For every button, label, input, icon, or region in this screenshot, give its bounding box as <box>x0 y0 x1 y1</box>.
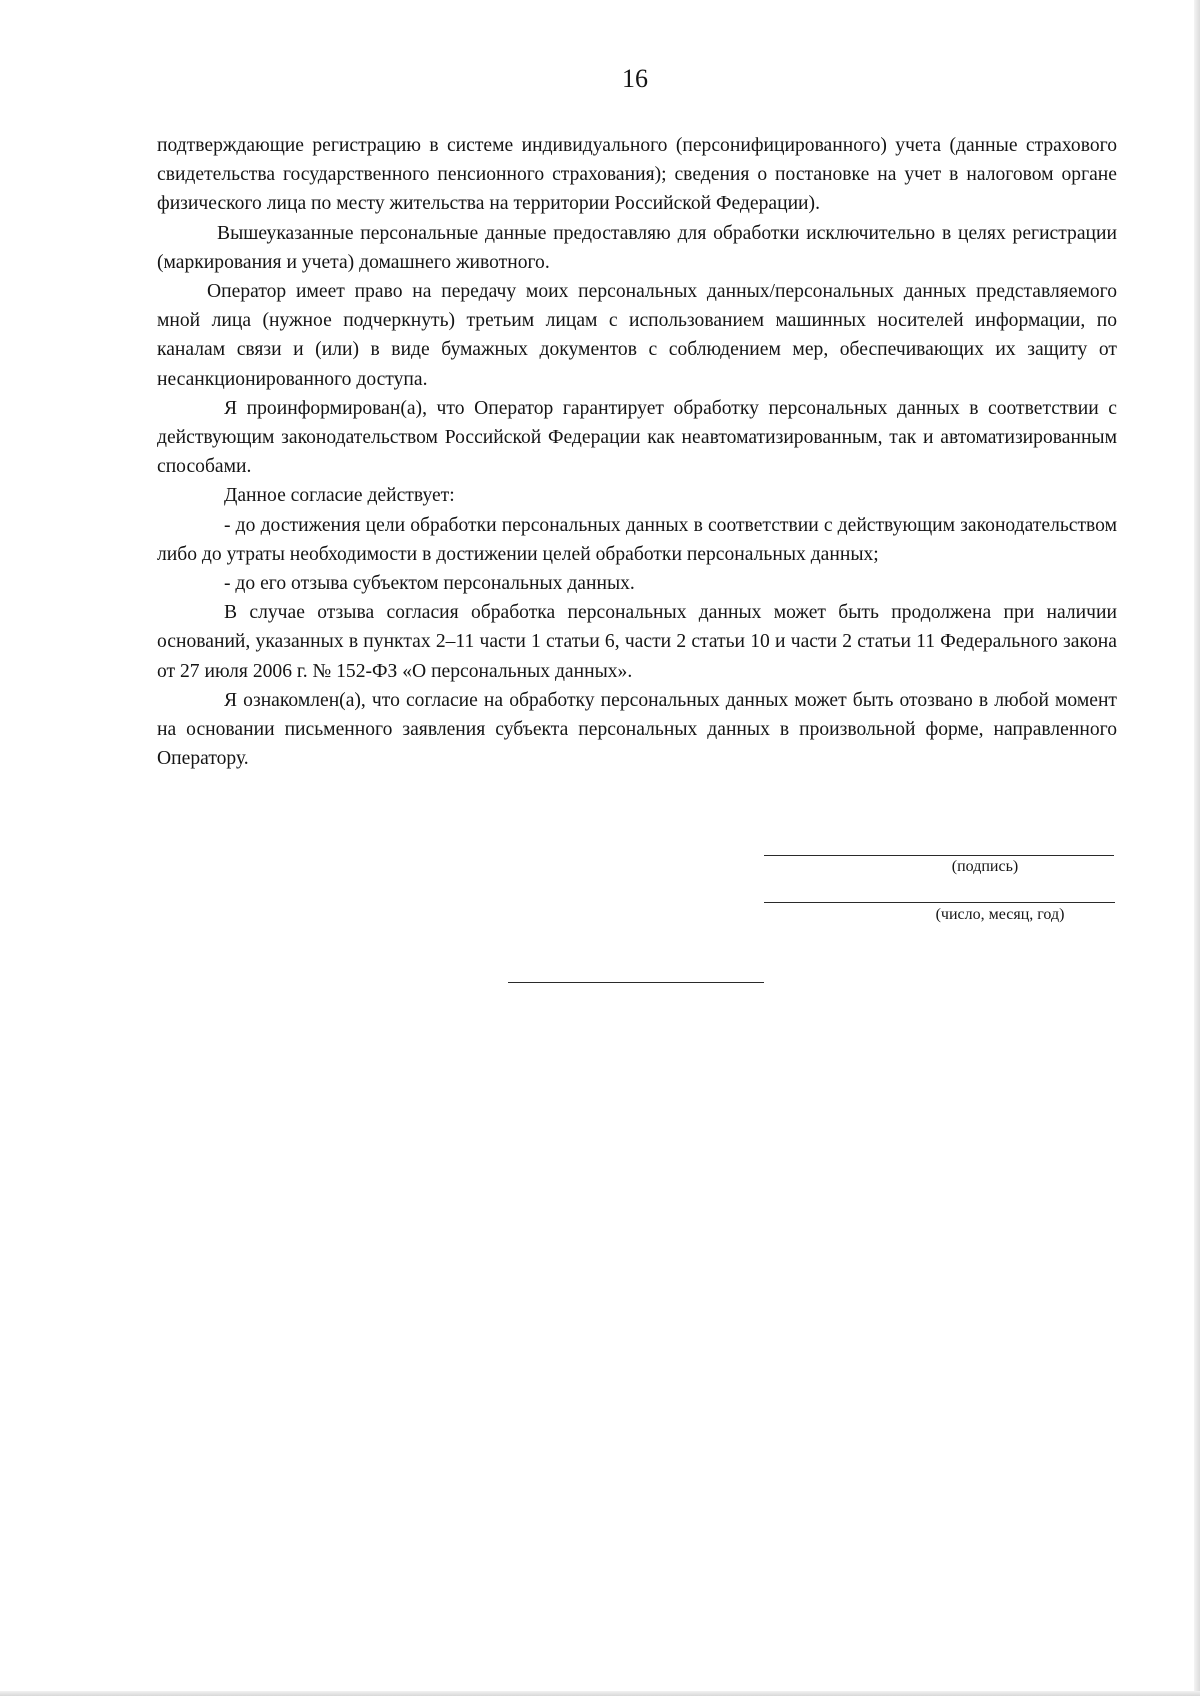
signature-caption: (подпись) <box>951 858 1019 875</box>
document-body <box>157 131 1117 773</box>
paragraph-withdrawal-continuation: В случае отзыва согласия обработка персональных данных может быть продолжена при наличии оснований, указанных в пунктах 2–11 части 1 статьи 6, части 2 статьи 10 и части 2 статьи 11 Федерального закона от 27 июля 2006 г. № 152-ФЗ «О персональных данных». <box>157 602 1117 682</box>
list-item-validity-goal: - до достижения цели обработки персональных данных в соответствии с действующим законодательством либо до утраты необходимости в достижении целей обработки персональных данных; <box>157 514 1117 565</box>
paragraph-transfer-rights: Оператор имеет право на передачу моих персональных данных/персональных данных представляемого мной лица (нужное подчеркнуть) третьим лицам с использованием машинных носителей информации, по каналам связи и (или) в виде бумажных документов с соблюдением мер, обеспечивающих их защиту от несанкционированного доступа. <box>157 281 1117 390</box>
closing-separator-line <box>508 982 764 983</box>
scan-edge-right <box>1194 0 1200 1696</box>
signature-line <box>764 855 1114 856</box>
scan-edge-bottom <box>0 1691 1200 1696</box>
paragraph-processing-guarantee: Я проинформирован(а), что Оператор гарантирует обработку персональных данных в соответствии с действующим законодательством Российской Федерации как неавтоматизированным, так и автоматизированным способами. <box>157 397 1117 478</box>
list-item-validity-withdrawal: - до его отзыва субъектом персональных данных. <box>224 573 635 595</box>
date-caption: (число, месяц, год) <box>935 906 1065 923</box>
page-number: 16 <box>622 64 648 93</box>
paragraph-withdrawal-procedure: Я ознакомлен(а), что согласие на обработку персональных данных может быть отозвано в любой момент на основании письменного заявления субъекта персональных данных в произвольной форме, направленного Оператору. <box>157 689 1117 770</box>
paragraph-consent-validity: Данное согласие действует: <box>224 485 455 507</box>
paragraph-processing-purpose: Вышеуказанные персональные данные предоставляю для обработки исключительно в целях регистрации (маркирования и учета) домашнего животного. <box>157 222 1117 273</box>
date-line <box>764 902 1115 903</box>
paragraph-registration-data: подтверждающие регистрацию в системе индивидуального (персонифицированного) учета (данные страхового свидетельства государственного пенсионного страхования); сведения о постановке на учет в налоговом органе физического лица по месту жительства на территории Российской Федерации). <box>157 135 1117 215</box>
